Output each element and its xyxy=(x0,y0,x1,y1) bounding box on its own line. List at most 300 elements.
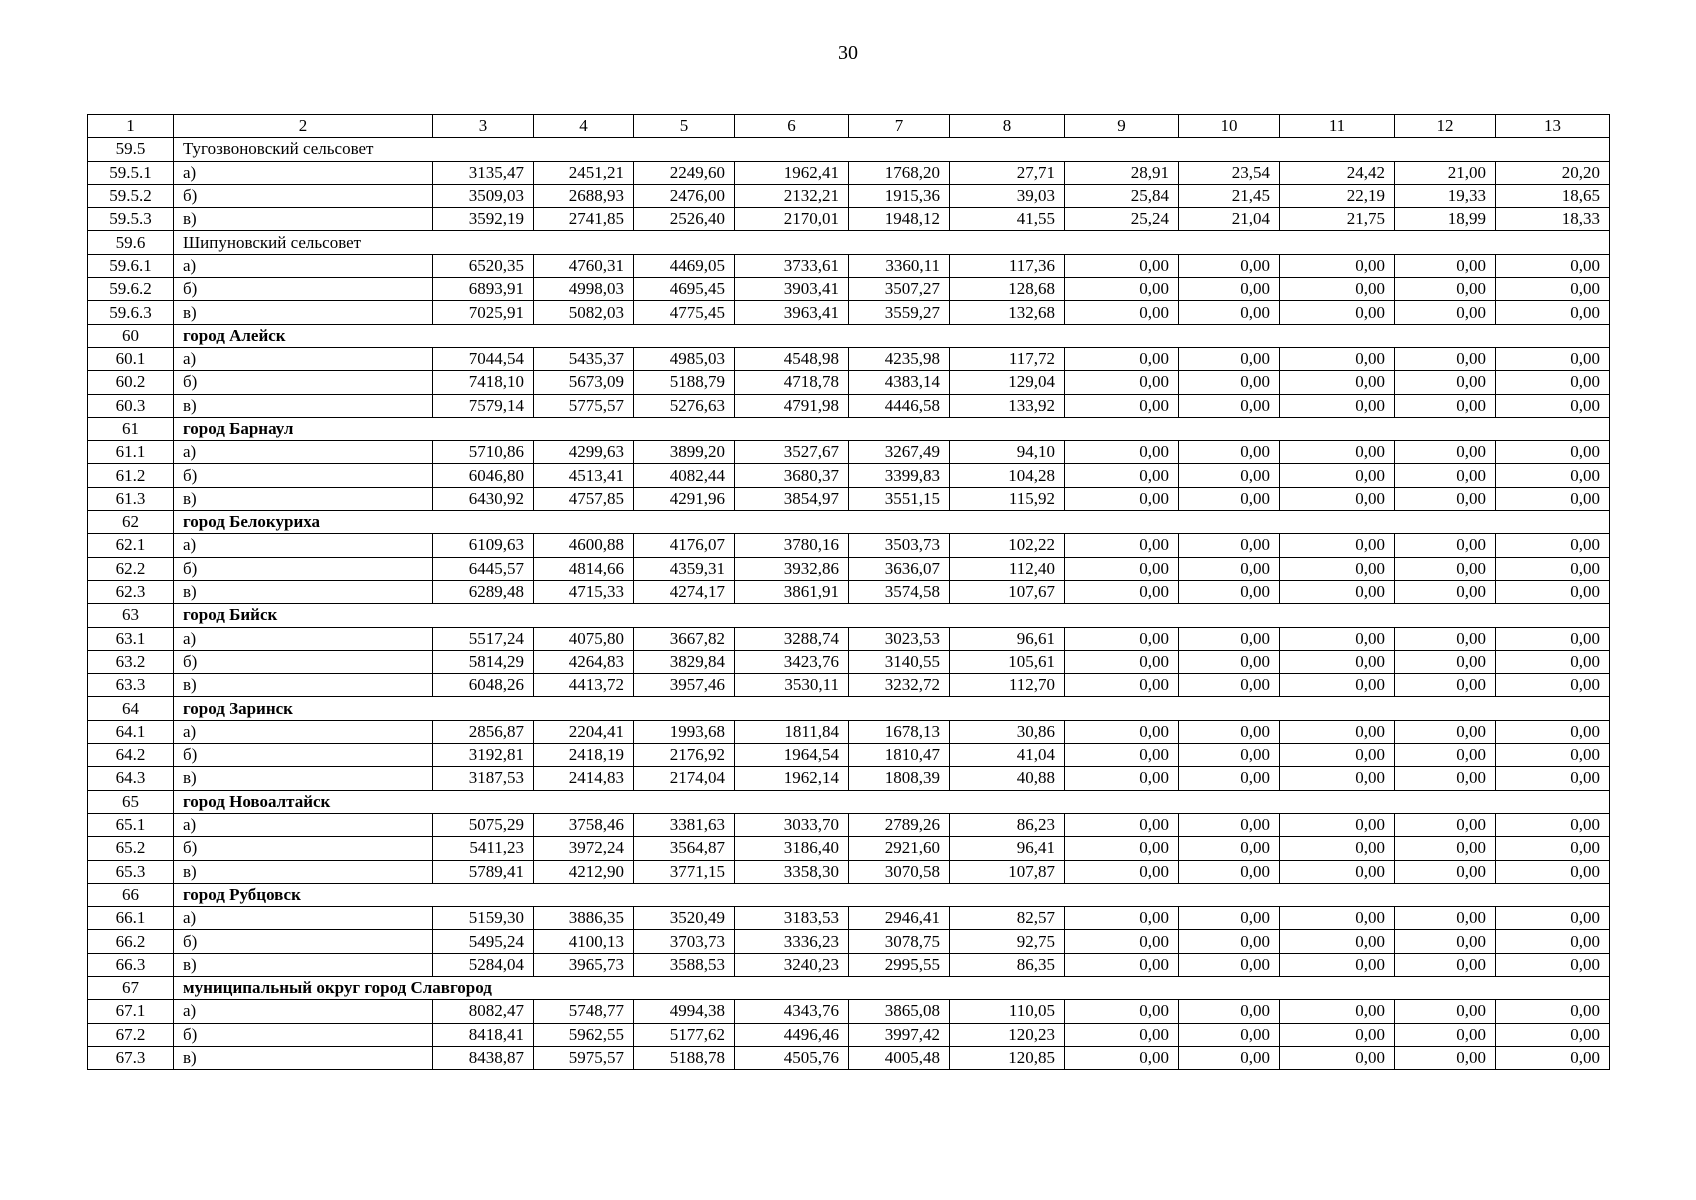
table-row xyxy=(88,441,1610,464)
value-cell: 0,00 xyxy=(1280,464,1395,487)
value-cell: 1768,20 xyxy=(849,161,950,184)
column-header: 12 xyxy=(1395,115,1496,138)
value-cell: 107,87 xyxy=(950,860,1065,883)
value-cell: 4695,45 xyxy=(634,278,735,301)
value-cell: 0,00 xyxy=(1280,580,1395,603)
section-number: 63 xyxy=(88,604,174,627)
value-cell: 0,00 xyxy=(1496,930,1610,953)
row-number: 66.3 xyxy=(88,953,174,976)
value-cell: 0,00 xyxy=(1065,930,1179,953)
value-cell: 3140,55 xyxy=(849,650,950,673)
value-cell: 0,00 xyxy=(1280,674,1395,697)
value-cell: 8418,41 xyxy=(433,1023,534,1046)
row-label: в) xyxy=(174,487,433,510)
row-label: в) xyxy=(174,208,433,231)
value-cell: 0,00 xyxy=(1395,860,1496,883)
row-number: 64.3 xyxy=(88,767,174,790)
value-cell: 0,00 xyxy=(1280,394,1395,417)
value-cell: 0,00 xyxy=(1280,278,1395,301)
value-cell: 0,00 xyxy=(1280,720,1395,743)
row-label: б) xyxy=(174,557,433,580)
value-cell: 0,00 xyxy=(1280,930,1395,953)
value-cell: 4413,72 xyxy=(534,674,634,697)
table-row xyxy=(88,767,1610,790)
table-row xyxy=(88,557,1610,580)
value-cell: 0,00 xyxy=(1280,907,1395,930)
value-cell: 3530,11 xyxy=(735,674,849,697)
value-cell: 3232,72 xyxy=(849,674,950,697)
value-cell: 0,00 xyxy=(1179,301,1280,324)
value-cell: 0,00 xyxy=(1065,301,1179,324)
value-cell: 1948,12 xyxy=(849,208,950,231)
table-row xyxy=(88,813,1610,836)
value-cell: 3070,58 xyxy=(849,860,950,883)
value-cell: 20,20 xyxy=(1496,161,1610,184)
row-number: 59.5.3 xyxy=(88,208,174,231)
value-cell: 0,00 xyxy=(1395,534,1496,557)
value-cell: 0,00 xyxy=(1065,557,1179,580)
table-row xyxy=(88,487,1610,510)
value-cell: 21,00 xyxy=(1395,161,1496,184)
value-cell: 0,00 xyxy=(1065,580,1179,603)
value-cell: 6109,63 xyxy=(433,534,534,557)
value-cell: 0,00 xyxy=(1065,744,1179,767)
value-cell: 4985,03 xyxy=(634,347,735,370)
row-number: 59.5.2 xyxy=(88,184,174,207)
column-header: 11 xyxy=(1280,115,1395,138)
value-cell: 1993,68 xyxy=(634,720,735,743)
value-cell: 2170,01 xyxy=(735,208,849,231)
section-title: город Белокуриха xyxy=(174,511,1610,534)
value-cell: 120,23 xyxy=(950,1023,1065,1046)
value-cell: 5188,78 xyxy=(634,1046,735,1069)
value-cell: 0,00 xyxy=(1496,720,1610,743)
value-cell: 4718,78 xyxy=(735,371,849,394)
value-cell: 4548,98 xyxy=(735,347,849,370)
value-cell: 3507,27 xyxy=(849,278,950,301)
table-row xyxy=(88,371,1610,394)
value-cell: 2789,26 xyxy=(849,813,950,836)
section-title: город Барнаул xyxy=(174,417,1610,440)
value-cell: 4075,80 xyxy=(534,627,634,650)
value-cell: 41,04 xyxy=(950,744,1065,767)
row-label: в) xyxy=(174,674,433,697)
value-cell: 7044,54 xyxy=(433,347,534,370)
value-cell: 0,00 xyxy=(1065,907,1179,930)
table-body xyxy=(88,115,1610,1070)
value-cell: 1915,36 xyxy=(849,184,950,207)
section-number: 59.6 xyxy=(88,231,174,254)
row-number: 67.3 xyxy=(88,1046,174,1069)
value-cell: 19,33 xyxy=(1395,184,1496,207)
value-cell: 0,00 xyxy=(1496,1023,1610,1046)
value-cell: 0,00 xyxy=(1496,650,1610,673)
value-cell: 110,05 xyxy=(950,1000,1065,1023)
section-header-row xyxy=(88,324,1610,347)
tariff-table xyxy=(87,114,1610,1070)
value-cell: 4791,98 xyxy=(735,394,849,417)
value-cell: 3972,24 xyxy=(534,837,634,860)
value-cell: 3963,41 xyxy=(735,301,849,324)
value-cell: 0,00 xyxy=(1179,1000,1280,1023)
value-cell: 3192,81 xyxy=(433,744,534,767)
value-cell: 18,33 xyxy=(1496,208,1610,231)
value-cell: 5814,29 xyxy=(433,650,534,673)
value-cell: 0,00 xyxy=(1065,464,1179,487)
value-cell: 4775,45 xyxy=(634,301,735,324)
value-cell: 0,00 xyxy=(1496,371,1610,394)
row-number: 62.1 xyxy=(88,534,174,557)
section-number: 61 xyxy=(88,417,174,440)
value-cell: 4446,58 xyxy=(849,394,950,417)
value-cell: 3886,35 xyxy=(534,907,634,930)
value-cell: 6046,80 xyxy=(433,464,534,487)
value-cell: 3033,70 xyxy=(735,813,849,836)
row-label: б) xyxy=(174,371,433,394)
row-label: б) xyxy=(174,930,433,953)
value-cell: 4264,83 xyxy=(534,650,634,673)
value-cell: 0,00 xyxy=(1395,394,1496,417)
value-cell: 102,22 xyxy=(950,534,1065,557)
value-cell: 0,00 xyxy=(1496,953,1610,976)
value-cell: 5284,04 xyxy=(433,953,534,976)
value-cell: 0,00 xyxy=(1496,1000,1610,1023)
value-cell: 39,03 xyxy=(950,184,1065,207)
section-header-row xyxy=(88,138,1610,161)
value-cell: 4505,76 xyxy=(735,1046,849,1069)
value-cell: 94,10 xyxy=(950,441,1065,464)
column-header: 1 xyxy=(88,115,174,138)
value-cell: 0,00 xyxy=(1179,534,1280,557)
value-cell: 3336,23 xyxy=(735,930,849,953)
row-label: а) xyxy=(174,254,433,277)
value-cell: 40,88 xyxy=(950,767,1065,790)
value-cell: 5082,03 xyxy=(534,301,634,324)
row-number: 63.1 xyxy=(88,627,174,650)
value-cell: 3899,20 xyxy=(634,441,735,464)
value-cell: 3559,27 xyxy=(849,301,950,324)
value-cell: 8082,47 xyxy=(433,1000,534,1023)
column-header: 13 xyxy=(1496,115,1610,138)
value-cell: 3865,08 xyxy=(849,1000,950,1023)
value-cell: 0,00 xyxy=(1065,767,1179,790)
value-cell: 3903,41 xyxy=(735,278,849,301)
value-cell: 0,00 xyxy=(1065,534,1179,557)
value-cell: 0,00 xyxy=(1065,720,1179,743)
value-cell: 3861,91 xyxy=(735,580,849,603)
value-cell: 22,19 xyxy=(1280,184,1395,207)
value-cell: 2921,60 xyxy=(849,837,950,860)
value-cell: 8438,87 xyxy=(433,1046,534,1069)
value-cell: 0,00 xyxy=(1395,487,1496,510)
value-cell: 0,00 xyxy=(1179,394,1280,417)
value-cell: 7418,10 xyxy=(433,371,534,394)
value-cell: 0,00 xyxy=(1496,860,1610,883)
value-cell: 2526,40 xyxy=(634,208,735,231)
value-cell: 4291,96 xyxy=(634,487,735,510)
value-cell: 1962,14 xyxy=(735,767,849,790)
row-label: б) xyxy=(174,744,433,767)
value-cell: 1811,84 xyxy=(735,720,849,743)
value-cell: 21,75 xyxy=(1280,208,1395,231)
value-cell: 5411,23 xyxy=(433,837,534,860)
value-cell: 3780,16 xyxy=(735,534,849,557)
section-number: 67 xyxy=(88,976,174,999)
value-cell: 2476,00 xyxy=(634,184,735,207)
value-cell: 3187,53 xyxy=(433,767,534,790)
value-cell: 2856,87 xyxy=(433,720,534,743)
section-number: 60 xyxy=(88,324,174,347)
value-cell: 3186,40 xyxy=(735,837,849,860)
table-row xyxy=(88,464,1610,487)
section-number: 65 xyxy=(88,790,174,813)
value-cell: 4757,85 xyxy=(534,487,634,510)
value-cell: 5975,57 xyxy=(534,1046,634,1069)
value-cell: 41,55 xyxy=(950,208,1065,231)
value-cell: 3509,03 xyxy=(433,184,534,207)
value-cell: 0,00 xyxy=(1065,627,1179,650)
section-title: город Бийск xyxy=(174,604,1610,627)
value-cell: 3564,87 xyxy=(634,837,735,860)
value-cell: 0,00 xyxy=(1280,767,1395,790)
row-number: 64.2 xyxy=(88,744,174,767)
value-cell: 6289,48 xyxy=(433,580,534,603)
table-row xyxy=(88,184,1610,207)
value-cell: 0,00 xyxy=(1395,720,1496,743)
value-cell: 4100,13 xyxy=(534,930,634,953)
row-label: в) xyxy=(174,953,433,976)
value-cell: 0,00 xyxy=(1179,813,1280,836)
value-cell: 0,00 xyxy=(1496,278,1610,301)
value-cell: 27,71 xyxy=(950,161,1065,184)
section-title: город Алейск xyxy=(174,324,1610,347)
table-row xyxy=(88,161,1610,184)
value-cell: 4998,03 xyxy=(534,278,634,301)
value-cell: 0,00 xyxy=(1280,301,1395,324)
value-cell: 0,00 xyxy=(1280,254,1395,277)
value-cell: 0,00 xyxy=(1280,347,1395,370)
row-label: в) xyxy=(174,767,433,790)
value-cell: 5775,57 xyxy=(534,394,634,417)
row-number: 65.3 xyxy=(88,860,174,883)
value-cell: 6893,91 xyxy=(433,278,534,301)
value-cell: 0,00 xyxy=(1395,744,1496,767)
value-cell: 0,00 xyxy=(1065,860,1179,883)
value-cell: 0,00 xyxy=(1065,254,1179,277)
row-number: 59.5.1 xyxy=(88,161,174,184)
value-cell: 4176,07 xyxy=(634,534,735,557)
value-cell: 23,54 xyxy=(1179,161,1280,184)
value-cell: 5435,37 xyxy=(534,347,634,370)
value-cell: 96,41 xyxy=(950,837,1065,860)
value-cell: 0,00 xyxy=(1065,1000,1179,1023)
value-cell: 4513,41 xyxy=(534,464,634,487)
value-cell: 5748,77 xyxy=(534,1000,634,1023)
value-cell: 82,57 xyxy=(950,907,1065,930)
value-cell: 3288,74 xyxy=(735,627,849,650)
value-cell: 104,28 xyxy=(950,464,1065,487)
value-cell: 0,00 xyxy=(1395,1046,1496,1069)
value-cell: 0,00 xyxy=(1280,837,1395,860)
value-cell: 5159,30 xyxy=(433,907,534,930)
value-cell: 0,00 xyxy=(1395,371,1496,394)
value-cell: 0,00 xyxy=(1496,837,1610,860)
value-cell: 0,00 xyxy=(1395,953,1496,976)
value-cell: 4235,98 xyxy=(849,347,950,370)
value-cell: 0,00 xyxy=(1179,441,1280,464)
value-cell: 0,00 xyxy=(1065,487,1179,510)
value-cell: 0,00 xyxy=(1395,813,1496,836)
value-cell: 105,61 xyxy=(950,650,1065,673)
column-header: 7 xyxy=(849,115,950,138)
value-cell: 2418,19 xyxy=(534,744,634,767)
value-cell: 0,00 xyxy=(1065,1023,1179,1046)
value-cell: 0,00 xyxy=(1280,1000,1395,1023)
value-cell: 86,23 xyxy=(950,813,1065,836)
row-number: 64.1 xyxy=(88,720,174,743)
value-cell: 3957,46 xyxy=(634,674,735,697)
section-title: город Рубцовск xyxy=(174,883,1610,906)
value-cell: 3854,97 xyxy=(735,487,849,510)
value-cell: 128,68 xyxy=(950,278,1065,301)
value-cell: 1962,41 xyxy=(735,161,849,184)
value-cell: 0,00 xyxy=(1179,464,1280,487)
row-label: б) xyxy=(174,837,433,860)
section-number: 62 xyxy=(88,511,174,534)
value-cell: 3771,15 xyxy=(634,860,735,883)
table-row xyxy=(88,208,1610,231)
value-cell: 6430,92 xyxy=(433,487,534,510)
row-number: 61.2 xyxy=(88,464,174,487)
section-number: 64 xyxy=(88,697,174,720)
row-label: а) xyxy=(174,347,433,370)
value-cell: 28,91 xyxy=(1065,161,1179,184)
column-header: 5 xyxy=(634,115,735,138)
value-cell: 25,24 xyxy=(1065,208,1179,231)
value-cell: 0,00 xyxy=(1496,674,1610,697)
value-cell: 0,00 xyxy=(1280,557,1395,580)
value-cell: 0,00 xyxy=(1179,860,1280,883)
value-cell: 2204,41 xyxy=(534,720,634,743)
value-cell: 4994,38 xyxy=(634,1000,735,1023)
value-cell: 0,00 xyxy=(1179,371,1280,394)
value-cell: 0,00 xyxy=(1179,557,1280,580)
row-label: в) xyxy=(174,1046,433,1069)
value-cell: 0,00 xyxy=(1496,813,1610,836)
value-cell: 0,00 xyxy=(1179,487,1280,510)
value-cell: 0,00 xyxy=(1280,627,1395,650)
value-cell: 5710,86 xyxy=(433,441,534,464)
value-cell: 5517,24 xyxy=(433,627,534,650)
value-cell: 4496,46 xyxy=(735,1023,849,1046)
value-cell: 6445,57 xyxy=(433,557,534,580)
value-cell: 0,00 xyxy=(1395,767,1496,790)
value-cell: 18,65 xyxy=(1496,184,1610,207)
value-cell: 0,00 xyxy=(1395,907,1496,930)
column-header: 2 xyxy=(174,115,433,138)
section-header-row xyxy=(88,417,1610,440)
row-number: 59.6.1 xyxy=(88,254,174,277)
section-number: 66 xyxy=(88,883,174,906)
row-label: а) xyxy=(174,441,433,464)
value-cell: 7579,14 xyxy=(433,394,534,417)
row-number: 60.3 xyxy=(88,394,174,417)
table-row xyxy=(88,347,1610,370)
row-label: а) xyxy=(174,1000,433,1023)
column-header: 8 xyxy=(950,115,1065,138)
value-cell: 2741,85 xyxy=(534,208,634,231)
value-cell: 0,00 xyxy=(1179,744,1280,767)
value-cell: 0,00 xyxy=(1280,371,1395,394)
value-cell: 0,00 xyxy=(1065,278,1179,301)
value-cell: 5075,29 xyxy=(433,813,534,836)
value-cell: 4299,63 xyxy=(534,441,634,464)
value-cell: 3680,37 xyxy=(735,464,849,487)
value-cell: 4600,88 xyxy=(534,534,634,557)
section-header-row xyxy=(88,976,1610,999)
value-cell: 3358,30 xyxy=(735,860,849,883)
value-cell: 0,00 xyxy=(1496,1046,1610,1069)
value-cell: 5789,41 xyxy=(433,860,534,883)
value-cell: 112,70 xyxy=(950,674,1065,697)
value-cell: 0,00 xyxy=(1179,907,1280,930)
value-cell: 4814,66 xyxy=(534,557,634,580)
value-cell: 4274,17 xyxy=(634,580,735,603)
section-header-row xyxy=(88,883,1610,906)
value-cell: 0,00 xyxy=(1496,464,1610,487)
table-row xyxy=(88,860,1610,883)
row-label: а) xyxy=(174,907,433,930)
value-cell: 6048,26 xyxy=(433,674,534,697)
value-cell: 0,00 xyxy=(1280,1046,1395,1069)
value-cell: 3423,76 xyxy=(735,650,849,673)
page-number: 30 xyxy=(838,42,858,64)
value-cell: 1678,13 xyxy=(849,720,950,743)
row-label: а) xyxy=(174,627,433,650)
row-label: б) xyxy=(174,184,433,207)
value-cell: 133,92 xyxy=(950,394,1065,417)
value-cell: 3758,46 xyxy=(534,813,634,836)
section-title: Тугозвоновский сельсовет xyxy=(174,138,1610,161)
section-header-row xyxy=(88,697,1610,720)
value-cell: 0,00 xyxy=(1496,907,1610,930)
value-cell: 0,00 xyxy=(1179,1023,1280,1046)
value-cell: 5177,62 xyxy=(634,1023,735,1046)
value-cell: 18,99 xyxy=(1395,208,1496,231)
row-label: б) xyxy=(174,464,433,487)
value-cell: 2174,04 xyxy=(634,767,735,790)
value-cell: 0,00 xyxy=(1496,441,1610,464)
value-cell: 0,00 xyxy=(1395,1000,1496,1023)
value-cell: 3135,47 xyxy=(433,161,534,184)
value-cell: 3551,15 xyxy=(849,487,950,510)
value-cell: 4760,31 xyxy=(534,254,634,277)
row-label: б) xyxy=(174,1023,433,1046)
value-cell: 1810,47 xyxy=(849,744,950,767)
value-cell: 6520,35 xyxy=(433,254,534,277)
table-row xyxy=(88,278,1610,301)
row-number: 66.1 xyxy=(88,907,174,930)
value-cell: 0,00 xyxy=(1395,1023,1496,1046)
value-cell: 3574,58 xyxy=(849,580,950,603)
section-header-row xyxy=(88,604,1610,627)
value-cell: 5495,24 xyxy=(433,930,534,953)
row-label: а) xyxy=(174,534,433,557)
value-cell: 115,92 xyxy=(950,487,1065,510)
value-cell: 112,40 xyxy=(950,557,1065,580)
value-cell: 30,86 xyxy=(950,720,1065,743)
table-row xyxy=(88,744,1610,767)
